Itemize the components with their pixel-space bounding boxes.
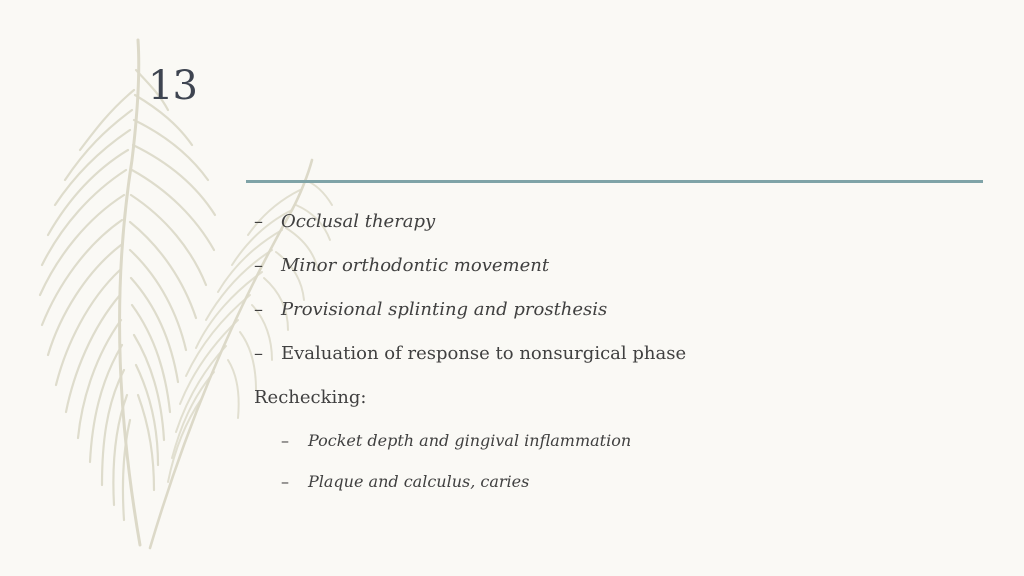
bullet-dash: – — [254, 299, 263, 320]
bullet-dash: – — [281, 472, 289, 491]
slide-number: 13 — [148, 63, 197, 109]
list-item — [254, 254, 974, 298]
bullet-dash: – — [281, 431, 289, 450]
list-item-text: Provisional splinting and prosthesis — [281, 299, 608, 320]
rechecking-heading: Rechecking: — [254, 387, 367, 408]
bullet-list — [254, 210, 974, 512]
bullet-dash: – — [254, 211, 263, 232]
bullet-dash: – — [254, 255, 263, 276]
title-divider — [246, 180, 983, 183]
sub-list-item — [281, 430, 974, 471]
list-item — [254, 210, 974, 254]
list-item-text: Occlusal therapy — [281, 211, 436, 232]
sub-list-item-text: Plaque and calculus, caries — [308, 472, 530, 491]
list-item — [254, 298, 974, 342]
list-item — [254, 342, 974, 386]
list-item-text: Evaluation of response to nonsurgical phase — [281, 343, 687, 364]
sub-list-item — [281, 471, 974, 512]
list-item-text: Minor orthodontic movement — [281, 255, 550, 276]
bullet-dash: – — [254, 343, 263, 364]
sub-list-item-text: Pocket depth and gingival inflammation — [308, 431, 632, 450]
